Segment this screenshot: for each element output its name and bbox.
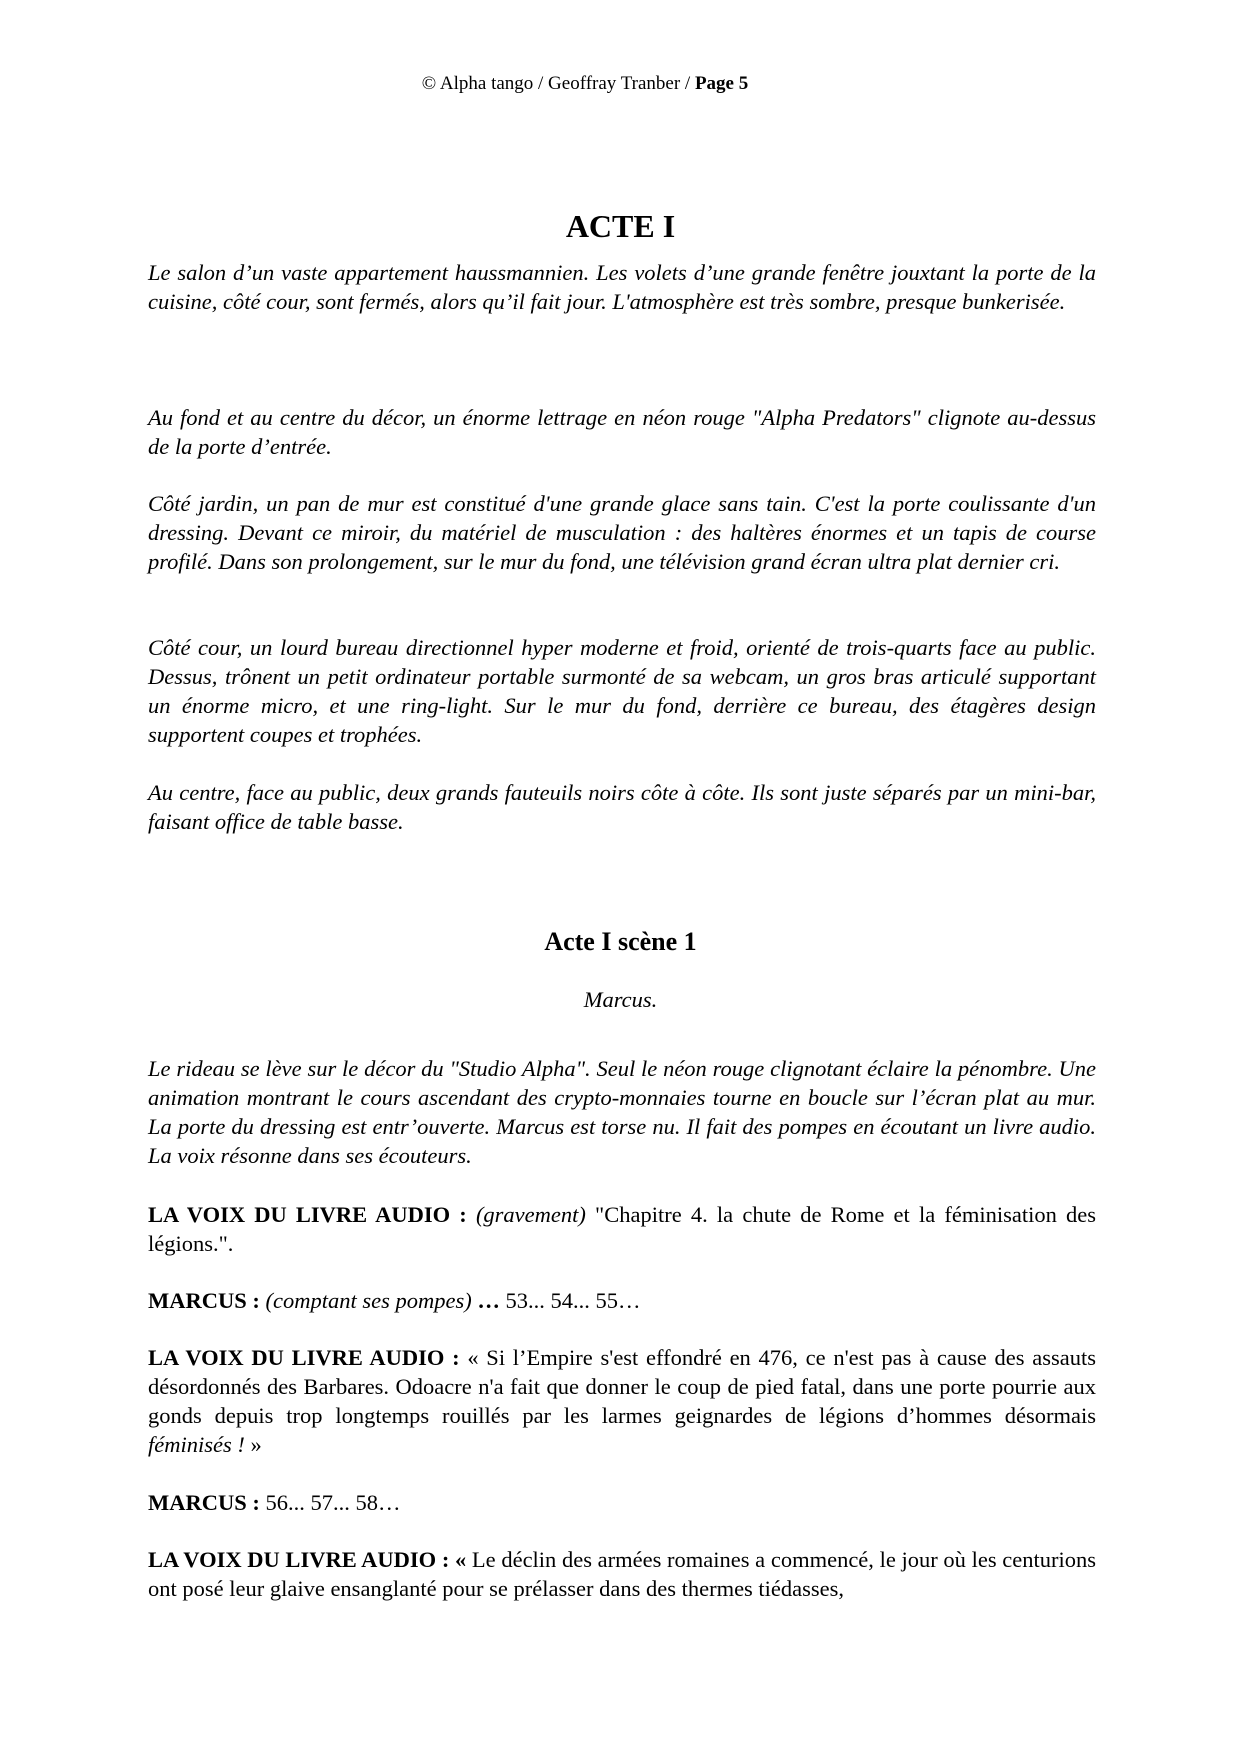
dialogue-line (148, 1286, 1096, 1315)
ellipsis-text: … (471, 1288, 506, 1313)
stage-direction-centre: Au centre, face au public, deux grands fauteuils noirs côte à côte. Ils sont juste séparés par un mini-bar, faisant office de table basse. (148, 780, 1096, 834)
speaker-name: MARCUS : (148, 1288, 266, 1313)
speaker-name: LA VOIX DU LIVRE AUDIO : « (148, 1547, 467, 1572)
line-text-end: » (244, 1432, 262, 1457)
stage-direction-neon: Au fond et au centre du décor, un énorme lettrage en néon rouge "Alpha Predators" clignote au-dessus de la porte d’entrée. (148, 405, 1096, 459)
stage-direction-jardin: Côté jardin, un pan de mur est constitué d'une grande glace sans tain. C'est la porte coulissante d'un dressing. Devant ce miroir, du matériel de musculation : des haltères énormes et un tapis de course profilé. Dans son prolongement, sur le mur du fond, une télévision grand écran ultra plat dernier cri. (148, 491, 1096, 574)
header-page-number: Page 5 (694, 73, 749, 94)
speaker-name: LA VOIX DU LIVRE AUDIO : (148, 1345, 468, 1370)
line-text: 56... 57... 58… (265, 1490, 401, 1515)
dialogue-line (148, 1200, 1096, 1258)
line-text: "Chapitre 4. la chute de Rome et la féminisation des légions.". (148, 1202, 1096, 1256)
header-credit: © Alpha tango / Geoffray Tranber / (421, 73, 695, 94)
scene-title: Acte I scène 1 (544, 927, 697, 956)
dialogue-line (148, 1545, 1096, 1603)
stage-direction-cour: Côté cour, un lourd bureau directionnel hyper moderne et froid, orienté de trois-quarts face au public. Dessus, trônent un petit ordinateur portable surmonté de sa webcam, un gros bras articulé supportant un énorme micro, et une ring-light. Sur le mur du fond, derrière ce bureau, des étagères design supportent coupes et trophées. (148, 635, 1096, 747)
dialogue-line (148, 1343, 1096, 1459)
stage-direction-inline: (gravement) (475, 1202, 586, 1227)
speaker-name: MARCUS : (148, 1490, 266, 1515)
line-text: 53... 54... 55… (505, 1288, 641, 1313)
scene-characters: Marcus. (583, 987, 658, 1012)
dialogue-line (148, 1488, 1096, 1517)
speaker-name: LA VOIX DU LIVRE AUDIO : (148, 1202, 476, 1227)
stage-direction-salon: Le salon d’un vaste appartement haussmannien. Les volets d’une grande fenêtre jouxtant la porte de la cuisine, côté cour, sont fermés, alors qu’il fait jour. L'atmosphère est très sombre, presque bunkerisée. (148, 260, 1096, 314)
emphasis-text: féminisés ! (148, 1432, 245, 1457)
line-text: « Si l’Empire s'est effondré en 476, ce n'est pas à cause des assauts désordonnés des Barbares. Odoacre n'a fait que donner le coup de pied fatal, dans une porte pourrie aux gonds depuis trop longtemps rouillés par les larmes geignardes de légions d’hommes désormais (148, 1345, 1096, 1428)
act-title: ACTE I (565, 208, 676, 244)
stage-direction-inline: (comptant ses pompes) (265, 1288, 472, 1313)
line-text: Le déclin des armées romaines a commencé, le jour où les centurions ont posé leur glaive ensanglanté pour se prélasser dans des thermes tiédasses, (148, 1547, 1096, 1601)
scene-opening-direction: Le rideau se lève sur le décor du "Studio Alpha". Seul le néon rouge clignotant éclaire la pénombre. Une animation montrant le cours ascendant des crypto-monnaies tourne en boucle sur l’écran plat au mur. La porte du dressing est entr’ouverte. Marcus est torse nu. Il fait des pompes en écoutant un livre audio. La voix résonne dans ses écouteurs. (148, 1056, 1096, 1168)
page-header (0, 73, 1170, 95)
